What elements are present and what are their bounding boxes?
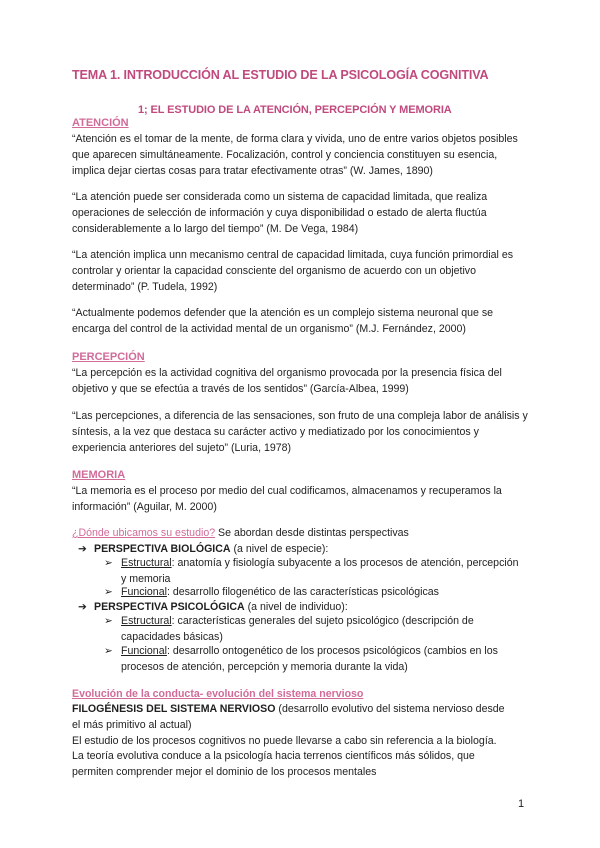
quote-tudela: “La atención implica unn mecanismo central de capacidad limitada, cuya función primordial es controlar y orientar la capacidad consciente del organismo de acuerdo con un objetivo determinado” (P. Tudela, 1992) <box>72 249 514 293</box>
arrowhead-bullet-icon: ➢ <box>104 645 113 657</box>
filogenesis-desc-cont: el más primitivo al actual) <box>72 718 192 731</box>
sub-item-label: Estructural <box>121 557 172 569</box>
heading-atencion: ATENCIÓN <box>72 117 129 129</box>
filogenesis-desc: (desarrollo evolutivo del sistema nervioso desde <box>275 703 505 715</box>
sub-item-psy-functional <box>121 644 498 676</box>
quote-devega: “La atención puede ser considerada como un sistema de capacidad limitada, que realiza operaciones de selección de información y cuya disponibilidad o estado de alerta fluctúa considerablemente a lo largo del tiempo” (M. De Vega, 1984) <box>72 191 488 235</box>
section-subtitle: 1; EL ESTUDIO DE LA ATENCIÓN, PERCEPCIÓN Y MEMORIA <box>138 104 452 116</box>
heading-evolucion: Evolución de la conducta- evolución del sistema nervioso <box>72 688 364 700</box>
sub-item-label: Estructural <box>121 615 172 627</box>
arrowhead-bullet-icon: ➢ <box>104 586 113 598</box>
sub-item-text: : anatomía y fisiología subyacente a los procesos de atención, percepción <box>171 557 519 569</box>
quote-james: “Atención es el tomar de la mente, de forma clara y vivida, uno de entre varios objetos posibles que aparecen simultáneamente. Focalización, control y conciencia constituyen su esencia, implica dejar ciertas cosas para tratar efectivamente otras” (W. James, 1890) <box>72 133 518 177</box>
evolucion-line: La teoría evolutiva conduce a la psicología hacia terrenos científicos más sólidos, que <box>72 750 475 763</box>
sub-item-bio-functional <box>121 585 439 601</box>
sub-item-label: Funcional <box>121 586 167 598</box>
sub-item-psy-structural <box>121 614 474 646</box>
perspective-note: (a nivel de especie): <box>230 543 329 555</box>
sub-item-text: : desarrollo ontogenético de los procesos psicológicos (cambios en los <box>166 645 498 657</box>
sub-item-text: : características generales del sujeto psicológico (descripción de <box>171 615 474 627</box>
study-question-rest: Se abordan desde distintas perspectivas <box>215 527 409 539</box>
filogenesis-title: FILOGÉNESIS DEL SISTEMA NERVIOSO <box>72 703 276 715</box>
arrow-bullet-icon: ➔ <box>78 543 87 555</box>
evolucion-line: permiten comprender mejor el dominio de los procesos mentales <box>72 766 377 779</box>
perspective-name: PERSPECTIVA BIOLÓGICA <box>94 543 231 555</box>
heading-memoria: MEMORIA <box>72 469 126 481</box>
study-question: ¿Dónde ubicamos su estudio? <box>72 527 216 539</box>
sub-item-text-cont: y memoria <box>121 572 171 585</box>
heading-percepcion: PERCEPCIÓN <box>72 351 145 363</box>
quote-fernandez: “Actualmente podemos defender que la atención es un complejo sistema neuronal que se encarga del control de la actividad mental de un organismo” (M.J. Fernández, 2000) <box>72 307 494 335</box>
arrowhead-bullet-icon: ➢ <box>104 615 113 627</box>
perspective-name: PERSPECTIVA PSICOLÓGICA <box>94 601 245 613</box>
evolucion-body <box>72 702 542 781</box>
sub-item-text: : desarrollo filogenético de las características psicológicas <box>166 586 439 598</box>
sub-item-bio-structural <box>121 556 519 588</box>
sub-item-label: Funcional <box>121 645 167 657</box>
document-title: TEMA 1. INTRODUCCIÓN AL ESTUDIO DE LA PSICOLOGÍA COGNITIVA <box>72 68 489 82</box>
arrowhead-bullet-icon: ➢ <box>104 557 113 569</box>
arrow-bullet-icon: ➔ <box>78 601 87 613</box>
evolucion-line: El estudio de los procesos cognitivos no puede llevarse a cabo sin referencia a la biología. <box>72 734 497 747</box>
quote-luria: “Las percepciones, a diferencia de las sensaciones, son fruto de una compleja labor de análisis y síntesis, a la vez que destaca su carácter activo y mediatizado por los conocimientos y experiencia anteriores del sujeto” (Luria, 1978) <box>72 410 528 454</box>
quote-garcia-albea: “La percepción es la actividad cognitiva del organismo provocada por la presencia física del objetivo y que se efectúa a través de los sentidos” (García-Albea, 1999) <box>72 367 502 395</box>
sub-item-text-cont: procesos de atención, percepción y memoria durante la vida) <box>121 660 408 673</box>
quote-aguilar: “La memoria es el proceso por medio del cual codificamos, almacenamos y recuperamos la información” (Aguilar, M. 2000) <box>72 485 502 513</box>
perspective-note: (a nivel de individuo): <box>244 601 348 613</box>
sub-item-text-cont: capacidades básicas) <box>121 630 223 643</box>
page-number: 1 <box>518 798 525 810</box>
study-question-line <box>72 527 409 539</box>
